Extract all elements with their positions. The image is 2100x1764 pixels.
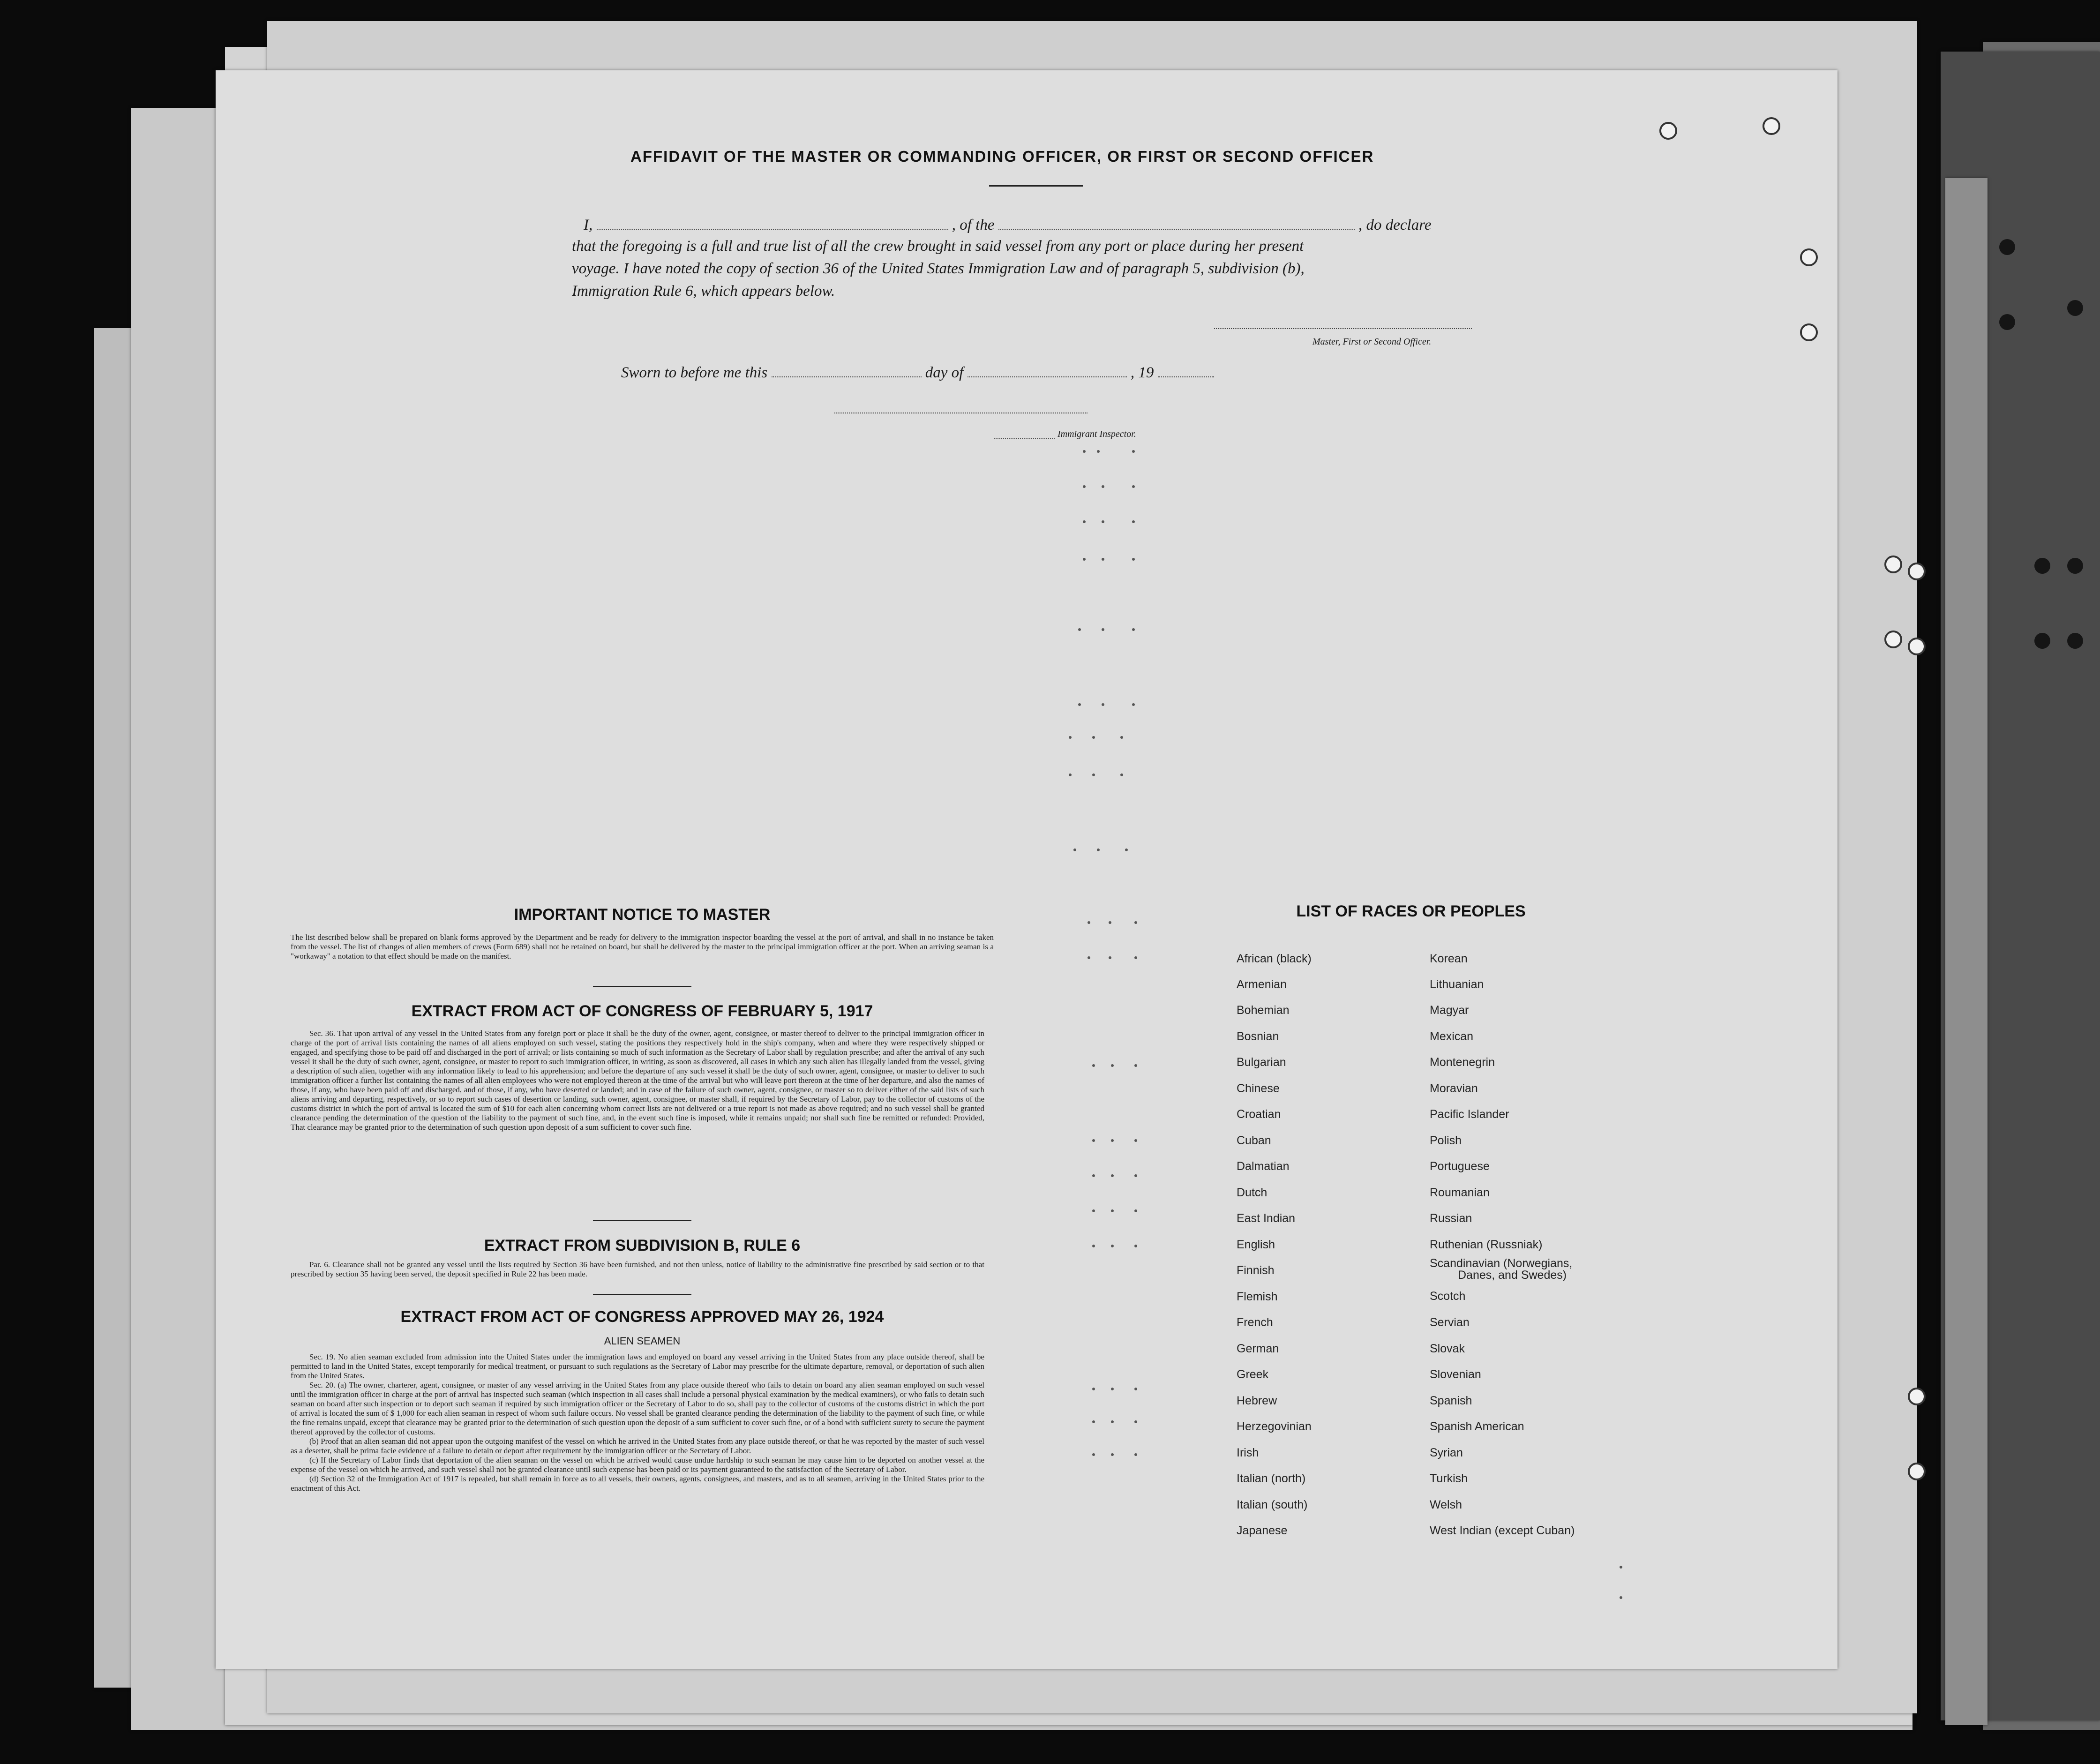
dot-mark xyxy=(1092,1453,1095,1456)
punch-hole-icon xyxy=(1800,323,1818,341)
dot-mark xyxy=(1092,1209,1095,1212)
dot-mark xyxy=(1132,703,1135,706)
punch-hole-icon xyxy=(1908,1388,1926,1405)
dot-mark xyxy=(1620,1566,1622,1569)
dot-mark xyxy=(1120,773,1123,776)
punch-hole-icon xyxy=(1908,638,1926,655)
punch-hole-icon xyxy=(2034,633,2050,649)
dot-mark xyxy=(1111,1245,1114,1247)
race-right-item: Spanish American xyxy=(1430,1420,1524,1433)
punch-hole-icon xyxy=(2034,558,2050,574)
dot-mark xyxy=(1134,1245,1137,1247)
dot-mark xyxy=(1120,736,1123,739)
race-left-item: Bulgarian xyxy=(1237,1056,1286,1069)
extract-1917-text: Sec. 36. That upon arrival of any vessel in the United States from any foreign port or place it shall be the duty of the owner, agent, consignee, or master thereof to deliver to the principal immigration officer in charge of the port of arrival lists containing the names of all aliens employed on such vessel, stating the positions they respectively hold in the ship's company, when and where they were respectively shipped or engaged, and specifying those to be paid off and discharged in the port of arrival; or lists containing so much of such information as the Secretary of Labor shall by regulation prescribe; and after the arrival of any such vessel it shall be the duty of such owner, agent, consignee, or master to report to such immigration officer, in writing, as soon as discovered, all cases in which any such alien has illegally landed from the vessel, giving a description of such alien, together with any information likely to lead to his apprehension; and before the departure of any such vessel it shall be the duty of such owner, agent, consignee, or master to deliver to such immigration officer a further list containing the names of all alien employees who were not employed thereon at the time of the arrival but who will leave port thereon at the time of her departure, and also the names of those, if any, who have been paid off and discharged, and of those, if any, who have deserted or landed; and in case of the failure of such owner, agent, consignee, or master so to deliver either of the said lists of such aliens arriving and departing, respectively, or so to report such cases of desertion or landing, such owner, agent, consignee, or master shall, if required by the Secretary of Labor, pay to the collector of customs of the customs district in which the port of arrival is located the sum of $10 for each alien concerning whom correct lists are not delivered or a true report is not made as above required; and no such vessel shall be granted clearance pending the determination of the question of the liability to the payment of such fine, and, in the event such fine is imposed, while it remains unpaid; nor shall such fine be remitted or refunded: Provided, That clearance may be granted prior to the determination of such question upon deposit of a sum sufficient to cover such fine. xyxy=(291,1029,984,1132)
punch-hole-icon xyxy=(1908,1463,1926,1480)
extract-1924-body xyxy=(291,1352,984,1493)
divider xyxy=(593,1220,691,1221)
race-right-item: Pacific Islander xyxy=(1430,1108,1509,1121)
race-left-item: French xyxy=(1237,1316,1273,1329)
race-right-item: Portuguese xyxy=(1430,1160,1490,1173)
race-right-item: Scandinavian (Norwegians, xyxy=(1430,1257,1573,1270)
race-right-item: Lithuanian xyxy=(1430,978,1484,991)
declaration-line-3: voyage. I have noted the copy of section 36 of the United States Immigration Law and of paragraph 5, subdivision (b), xyxy=(572,260,1305,277)
punch-hole-icon xyxy=(1999,239,2015,255)
dot-mark xyxy=(1092,1174,1095,1177)
dot-mark xyxy=(1102,628,1104,631)
vessel-blank[interactable] xyxy=(998,229,1355,230)
race-left-item: Japanese xyxy=(1237,1524,1288,1537)
declaration-of-the: , of the xyxy=(952,217,995,233)
dot-mark xyxy=(1069,736,1072,739)
punch-hole-icon xyxy=(1884,631,1902,648)
race-left-item: African (black) xyxy=(1237,952,1312,965)
race-right-item: Spanish xyxy=(1430,1394,1472,1407)
dot-mark xyxy=(1111,1139,1114,1142)
race-item-continuation: Danes, and Swedes) xyxy=(1458,1269,1567,1282)
dot-mark xyxy=(1073,848,1076,851)
punch-hole-icon xyxy=(1762,117,1780,135)
dot-mark xyxy=(1092,1139,1095,1142)
dot-mark xyxy=(1132,558,1135,561)
punch-hole-icon xyxy=(1999,314,2015,330)
race-left-item: Bohemian xyxy=(1237,1004,1290,1017)
inspector-name-blank[interactable] xyxy=(994,438,1055,439)
declaration-i: I, xyxy=(584,217,593,233)
dot-mark xyxy=(1132,485,1135,488)
dot-mark xyxy=(1092,736,1095,739)
dot-mark xyxy=(1102,703,1104,706)
punch-hole-icon xyxy=(2067,300,2083,316)
dot-mark xyxy=(1097,848,1100,851)
declaration-line-1 xyxy=(584,213,1479,237)
extract-rule6-heading: EXTRACT FROM SUBDIVISION B, RULE 6 xyxy=(484,1237,801,1254)
race-left-item: German xyxy=(1237,1342,1279,1355)
dot-mark xyxy=(1134,1453,1137,1456)
dot-mark xyxy=(1111,1174,1114,1177)
race-right-item: Montenegrin xyxy=(1430,1056,1495,1069)
dot-mark xyxy=(1092,1388,1095,1390)
sworn-text: Sworn to before me this xyxy=(621,364,768,381)
race-right-item: Scotch xyxy=(1430,1290,1466,1303)
race-left-item: Italian (north) xyxy=(1237,1472,1306,1485)
dot-mark xyxy=(1078,703,1081,706)
race-left-item: Armenian xyxy=(1237,978,1287,991)
race-right-item: Roumanian xyxy=(1430,1186,1490,1199)
dot-mark xyxy=(1088,956,1090,959)
race-right-item: Turkish xyxy=(1430,1472,1468,1485)
dot-mark xyxy=(1069,773,1072,776)
dot-mark xyxy=(1134,1064,1137,1067)
divider xyxy=(593,986,691,987)
dot-mark xyxy=(1111,1420,1114,1423)
sec-20d-text: (d) Section 32 of the Immigration Act of 1917 is repealed, but shall remain in force as to all vessels, their owners, agents, consignees, and masters, and as to all seamen, arriving in the United States prior to the enactment of this Act. xyxy=(291,1474,984,1493)
dot-mark xyxy=(1109,921,1111,924)
race-left-item: Chinese xyxy=(1237,1082,1280,1095)
dot-mark xyxy=(1125,848,1128,851)
punch-hole-icon xyxy=(2067,558,2083,574)
dot-mark xyxy=(1111,1388,1114,1390)
alien-seamen-subheading: ALIEN SEAMEN xyxy=(604,1335,681,1347)
race-right-item: Polish xyxy=(1430,1134,1462,1147)
dot-mark xyxy=(1083,558,1086,561)
race-left-item: East Indian xyxy=(1237,1212,1296,1225)
race-left-item: Bosnian xyxy=(1237,1030,1279,1043)
dot-mark xyxy=(1109,956,1111,959)
dot-mark xyxy=(1102,520,1104,523)
dot-mark xyxy=(1132,628,1135,631)
race-left-item: Flemish xyxy=(1237,1290,1278,1303)
race-left-item: Cuban xyxy=(1237,1134,1271,1147)
month-blank[interactable] xyxy=(968,376,1127,377)
inspector-caption: Immigrant Inspector. xyxy=(1058,429,1136,439)
declaration-line-2: that the foregoing is a full and true list of all the crew brought in said vessel from any port or place during her present xyxy=(572,238,1304,255)
race-left-item: English xyxy=(1237,1238,1275,1251)
dot-mark xyxy=(1134,1209,1137,1212)
race-left-item: Croatian xyxy=(1237,1108,1281,1121)
signature-caption: Master, First or Second Officer. xyxy=(1312,337,1432,347)
dot-mark xyxy=(1078,628,1081,631)
dot-mark xyxy=(1111,1453,1114,1456)
race-right-item: Servian xyxy=(1430,1316,1470,1329)
dot-mark xyxy=(1620,1596,1622,1599)
punch-hole-icon xyxy=(1659,122,1677,140)
dot-mark xyxy=(1092,1420,1095,1423)
sec-20a-text: Sec. 20. (a) The owner, charterer, agent, consignee, or master of any vessel arriving in the United States from any place outside thereof who fails to detain on board any alien seaman employed on such vessel until the immigration officer in charge at the port of arrival has inspected such seaman (which inspection in all cases shall include a personal physical examination by the medical examiners), or who fails to detain such seaman on board after such inspection or to deport such seaman if required by such immigration officer or the Secretary of Labor to do so, shall pay to the collector of customs of the customs district in which the port of arrival is located the sum of $ 1,000 for each alien seaman in respect of whom such failure occurs. No vessel shall be granted clearance pending the determination of the liability to the payment of such fine, or while the fine remains unpaid, except that clearance may be granted prior to the determination of such question upon the deposit of a sum sufficient to cover such fine, or of a bond with sufficient surety to secure the payment thereof approved by the collector of customs. xyxy=(291,1381,984,1436)
year-blank[interactable] xyxy=(1158,376,1214,377)
race-left-item: Italian (south) xyxy=(1237,1498,1308,1511)
punch-hole-icon xyxy=(1884,555,1902,573)
race-left-item: Herzegovinian xyxy=(1237,1420,1312,1433)
race-right-item: West Indian (except Cuban) xyxy=(1430,1524,1575,1537)
race-right-item: Russian xyxy=(1430,1212,1472,1225)
declaration-do-declare: , do declare xyxy=(1358,217,1432,233)
dot-mark xyxy=(1134,956,1137,959)
race-right-item: Mexican xyxy=(1430,1030,1474,1043)
signature-line[interactable] xyxy=(1214,328,1472,329)
dot-mark xyxy=(1097,450,1100,453)
day-blank[interactable] xyxy=(772,376,922,377)
race-right-item: Moravian xyxy=(1430,1082,1478,1095)
dot-mark xyxy=(1083,450,1086,453)
punch-hole-icon xyxy=(1908,563,1926,580)
dot-mark xyxy=(1088,921,1090,924)
dot-mark xyxy=(1083,485,1086,488)
dot-mark xyxy=(1132,450,1135,453)
dot-mark xyxy=(1132,520,1135,523)
races-heading: LIST OF RACES OR PEOPLES xyxy=(1296,902,1526,920)
name-blank[interactable] xyxy=(597,229,948,230)
declaration-line-4: Immigration Rule 6, which appears below. xyxy=(572,283,835,300)
dot-mark xyxy=(1134,1420,1137,1423)
race-left-item: Hebrew xyxy=(1237,1394,1277,1407)
dot-mark xyxy=(1102,558,1104,561)
year-text: , 19 xyxy=(1130,364,1154,381)
extract-1917-heading: EXTRACT FROM ACT OF CONGRESS OF FEBRUARY 5, 1917 xyxy=(411,1002,873,1020)
dot-mark xyxy=(1134,921,1137,924)
race-right-item: Ruthenian (Russniak) xyxy=(1430,1238,1543,1251)
binder-edge xyxy=(1945,178,1988,1725)
divider xyxy=(989,185,1083,187)
dot-mark xyxy=(1092,773,1095,776)
race-left-item: Irish xyxy=(1237,1446,1259,1459)
sec-20c-text: (c) If the Secretary of Labor finds that deportation of the alien seaman on the vessel on which he arrived would cause undue hardship to such seaman he may cause him to be deported on another vessel at the expense of the vessel on which he arrived, and such vessel shall not be granted clearance until such expense has been paid or its payment guaranteed to the satisfaction of the Secretary of Labor. xyxy=(291,1456,984,1474)
race-left-item: Finnish xyxy=(1237,1264,1275,1277)
dot-mark xyxy=(1083,520,1086,523)
race-right-item: Welsh xyxy=(1430,1498,1462,1511)
extract-1924-heading: EXTRACT FROM ACT OF CONGRESS APPROVED MAY 26, 1924 xyxy=(400,1308,884,1326)
dot-mark xyxy=(1134,1388,1137,1390)
sworn-line xyxy=(621,361,1214,384)
notice-heading: IMPORTANT NOTICE TO MASTER xyxy=(514,906,771,923)
race-right-item: Korean xyxy=(1430,952,1468,965)
race-right-item: Slovenian xyxy=(1430,1368,1481,1381)
race-right-item: Slovak xyxy=(1430,1342,1465,1355)
dot-mark xyxy=(1134,1174,1137,1177)
dot-mark xyxy=(1111,1064,1114,1067)
sec-19-text: Sec. 19. No alien seaman excluded from admission into the United States under the immigration laws and employed on board any vessel arriving in the United States from any place outside thereof, shall be permitted to land in the United States, except temporarily for medical treatment, or pursuant to such regulations as the Secretary of Labor may prescribe for the ultimate departure, removal, or deportation of such alien from the United States. xyxy=(291,1352,984,1380)
divider xyxy=(593,1294,691,1295)
race-right-item: Syrian xyxy=(1430,1446,1463,1459)
day-of-text: day of xyxy=(925,364,964,381)
dot-mark xyxy=(1092,1064,1095,1067)
dot-mark xyxy=(1092,1245,1095,1247)
race-right-item: Magyar xyxy=(1430,1004,1469,1017)
affidavit-title: AFFIDAVIT OF THE MASTER OR COMMANDING OFFICER, OR FIRST OR SECOND OFFICER xyxy=(630,148,1374,165)
race-left-item: Dutch xyxy=(1237,1186,1268,1199)
dot-mark xyxy=(1111,1209,1114,1212)
extract-rule6-text: Par. 6. Clearance shall not be granted any vessel until the lists required by Section 36 have been furnished, and not then unless, notice of liability to the administrative fine prescribed by said section or to that prescribed by section 35 having been served, the deposit specified in Rule 22 has been made. xyxy=(291,1260,984,1278)
race-left-item: Greek xyxy=(1237,1368,1269,1381)
sec-20b-text: (b) Proof that an alien seaman did not appear upon the outgoing manifest of the vessel on which he arrived in the United States from any place outside thereof, or that he was reported by the master of such vessel as a deserter, shall be prima facie evidence of a failure to detain or deport after requirement by the immigration officer or the Secretary of Labor. xyxy=(291,1437,984,1455)
dot-mark xyxy=(1134,1139,1137,1142)
dot-mark xyxy=(1102,485,1104,488)
punch-hole-icon xyxy=(1800,248,1818,266)
punch-hole-icon xyxy=(2067,633,2083,649)
race-left-item: Dalmatian xyxy=(1237,1160,1290,1173)
notice-text: The list described below shall be prepared on blank forms approved by the Department and be ready for delivery to the immigration inspector boarding the vessel at the port of arrival, and shall in no instance be taken from the vessel. The list of changes of alien members of crews (Form 689) shall not be retained on board, but shall be delivered by the master to the principal immigration officer at the port. When an arriving seaman is a "workaway" a notation to that effect should be made on the manifest. xyxy=(291,933,994,961)
